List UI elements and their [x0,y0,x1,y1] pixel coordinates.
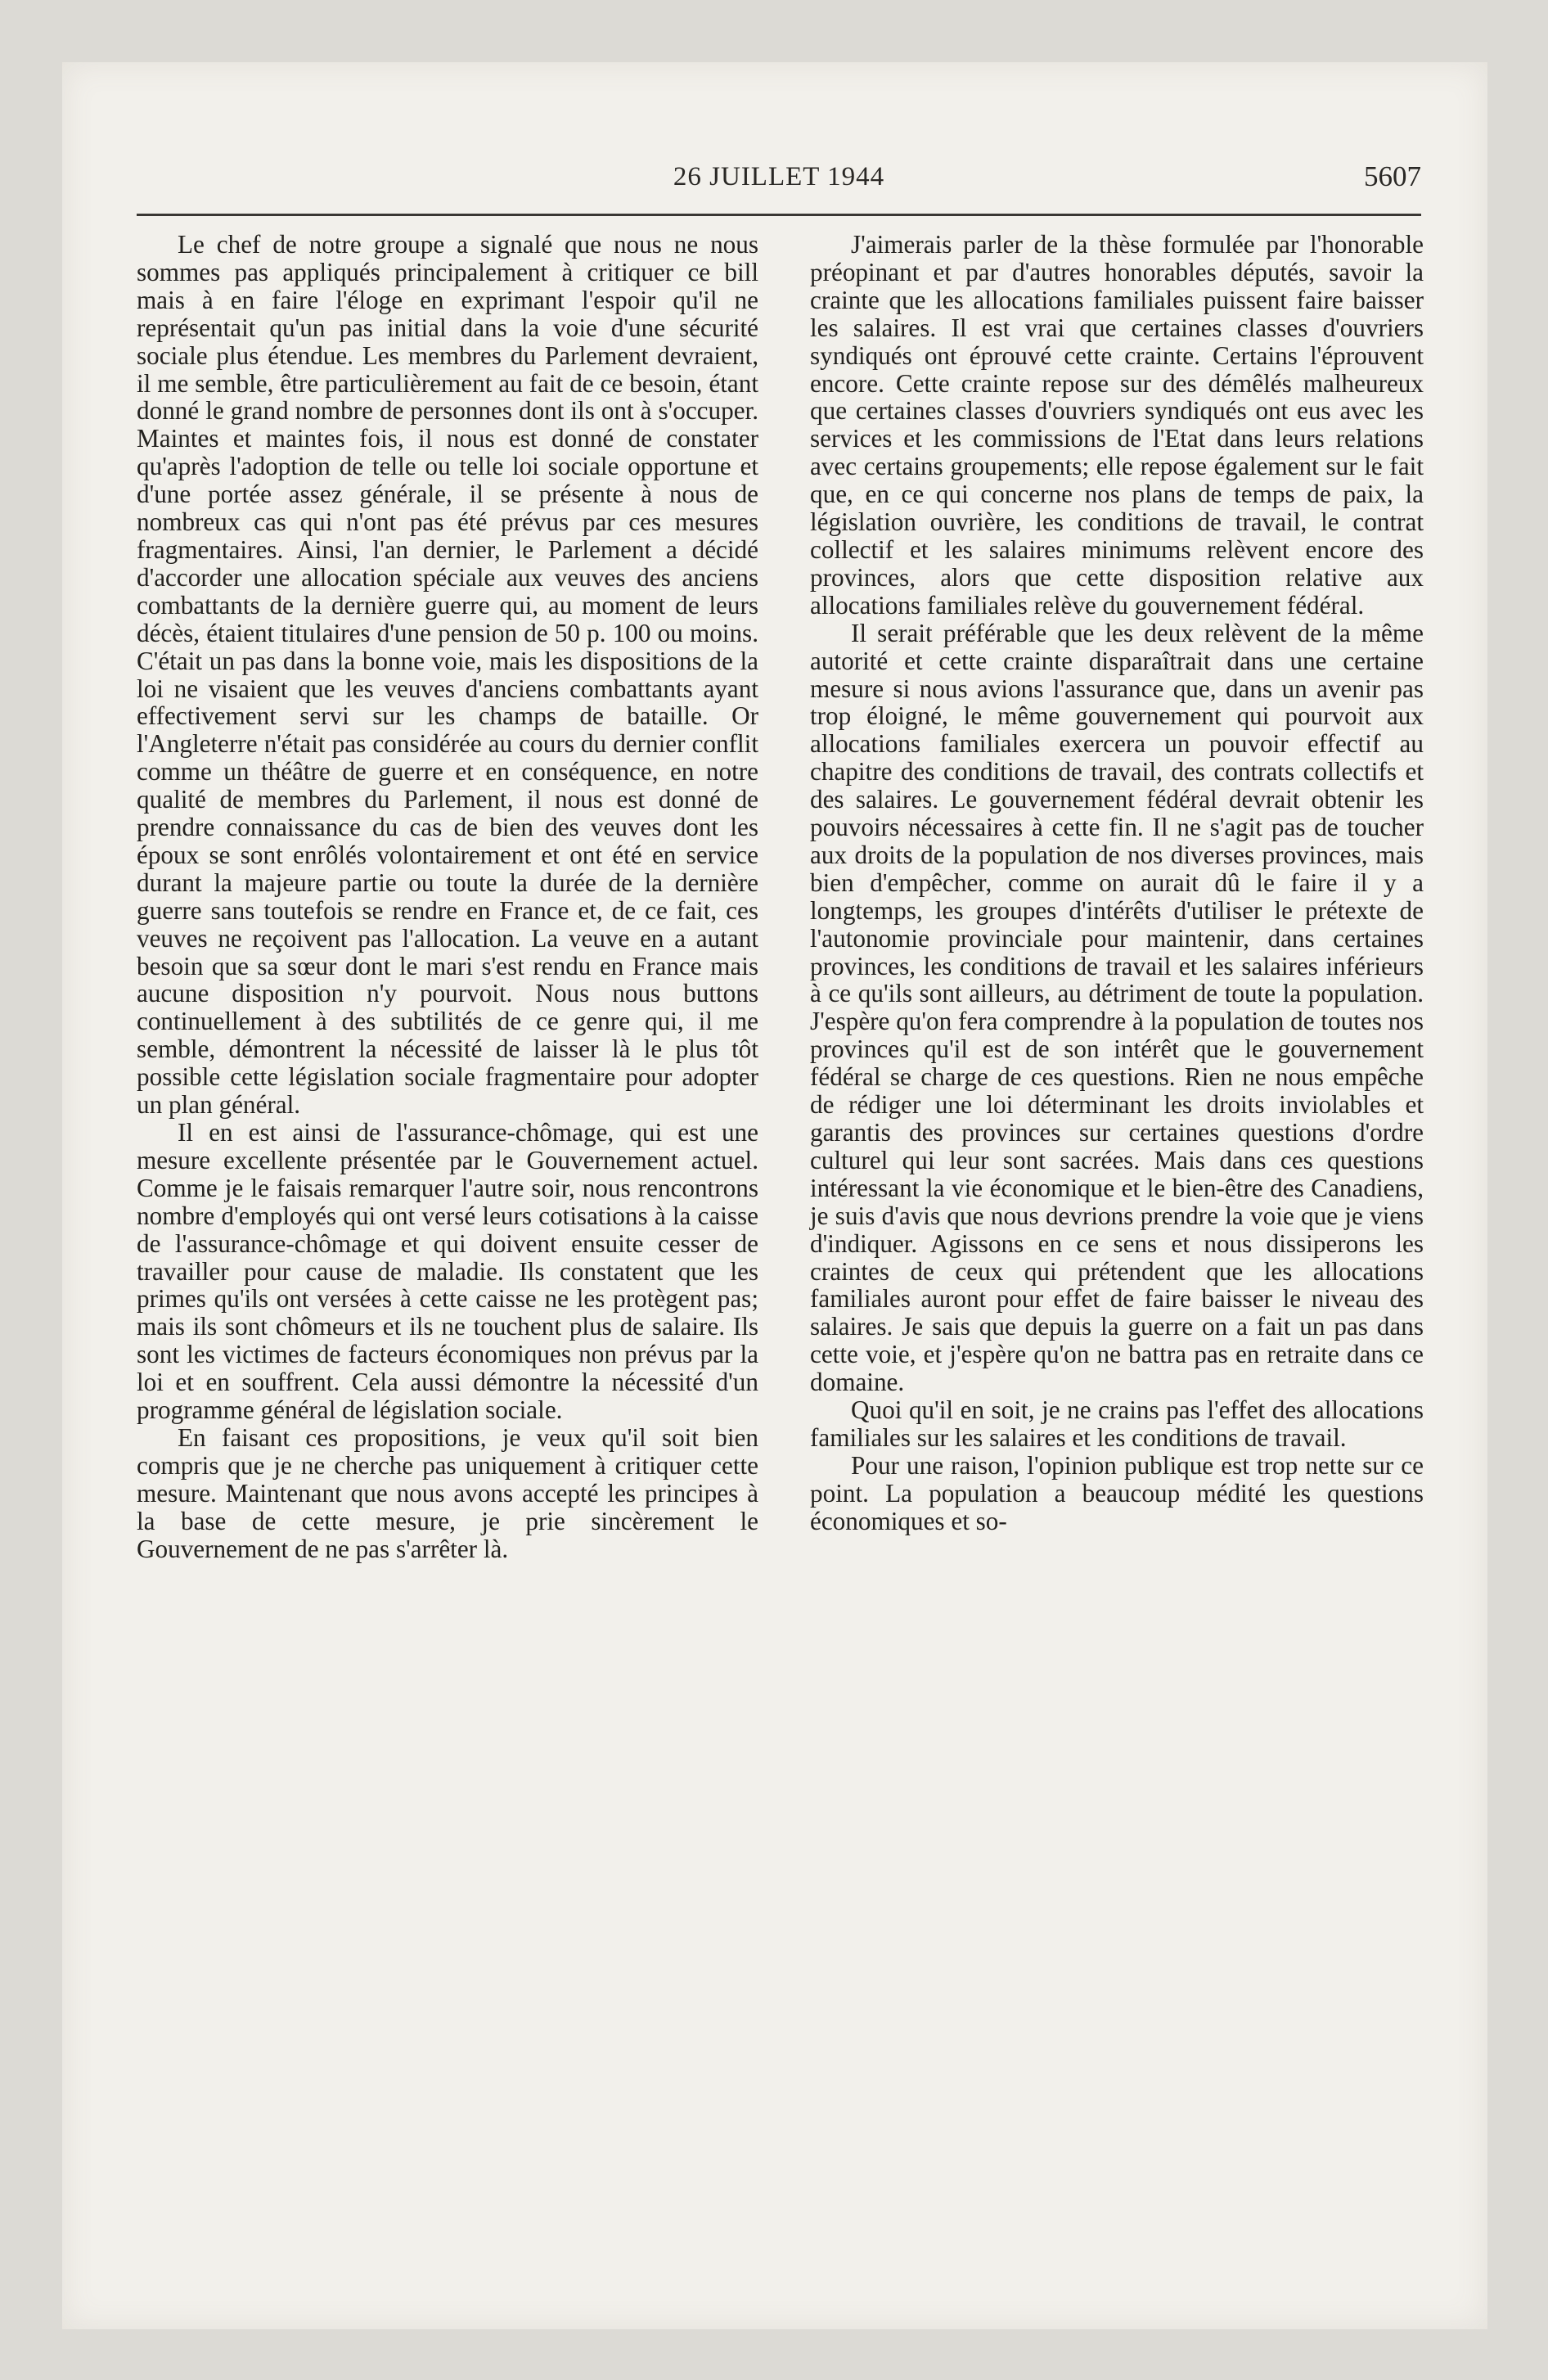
header-date: 26 JUILLET 1944 [673,162,885,192]
right-column [810,231,1424,1535]
left-paragraph-1: Le chef de notre groupe a signalé que nous ne nous sommes pas appliqués principalement à critiquer ce bill mais à en faire l'éloge en exprimant l'espoir qu'il ne représentait qu'un pas initial dans la voie d'une sécurité sociale plus étendue. Les membres du Parlement devraient, il me semble, être particulièrement au fait de ce besoin, étant donné le grand nombre de personnes dont ils ont à s'occuper. Maintes et maintes fois, il nous est donné de constater qu'après l'adoption de telle ou telle loi sociale opportune et d'une portée assez générale, il se présente à nous de nombreux cas qui n'ont pas été prévus par ces mesures fragmentaires. Ainsi, l'an dernier, le Parlement a décidé d'accorder une allocation spéciale aux veuves des anciens combattants de la dernière guerre qui, au moment de leurs décès, étaient titulaires d'une pension de 50 p. 100 ou moins. C'était un pas dans la bonne voie, mais les dispositions de la loi ne visaient que les veuves d'anciens combattants ayant effectivement servi sur les champs de bataille. Or l'Angleterre n'était pas considérée au cours du dernier conflit comme un théâtre de guerre et en conséquence, en notre qualité de membres du Parlement, il nous est donné de prendre connaissance du cas de bien des veuves dont les époux se sont enrôlés volontairement et ont été en service durant la majeure partie ou toute la durée de la dernière guerre sans toutefois se rendre en France et, de ce fait, ces veuves ne reçoivent pas l'allocation. La veuve en a autant besoin que sa sœur dont le mari s'est rendu en France mais aucune disposition n'y pourvoit. Nous nous buttons continuellement à des subtilités de ce genre qui, il me semble, démontrent la nécessité de laisser là le plus tôt possible cette législation sociale fragmentaire pour adopter un plan général. [137,230,758,1120]
left-column [137,231,758,1563]
left-paragraph-2: Il en est ainsi de l'assurance-chômage, qui est une mesure excellente présentée par le Gouvernement actuel. Comme je le faisais remarquer l'autre soir, nous rencontrons nombre d'employés qui ont versé leurs cotisations à la caisse de l'assurance-chômage et qui doivent ensuite cesser de travailler pour cause de maladie. Ils constatent que les primes qu'ils ont versées à cette caisse ne les protègent pas; mais ils sont chômeurs et ils ne touchent plus de salaire. Ils sont les victimes de facteurs économiques non prévus par la loi et en souffrent. Cela aussi démontre la nécessité d'un programme général de législation sociale. [137,1118,758,1425]
header-rule [137,214,1421,216]
right-paragraph-1: J'aimerais parler de la thèse formulée par l'honorable préopinant et par d'autres honorables députés, savoir la crainte que les allocations familiales puissent faire baisser les salaires. Il est vrai que certaines classes d'ouvriers syndiqués ont éprouvé cette crainte. Certains l'éprouvent encore. Cette crainte repose sur des démêlés malheureux que certaines classes d'ouvriers syndiqués ont eus avec les services et les commissions de l'Etat dans leurs relations avec certains groupements; elle repose également sur le fait que, en ce qui concerne nos plans de temps de paix, la législation ouvrière, les conditions de travail, le contrat collectif et les salaires minimums relèvent encore des provinces, alors que cette disposition relative aux allocations familiales relève du gouvernement fédéral. [810,230,1424,620]
right-paragraph-3: Quoi qu'il en soit, je ne crains pas l'effet des allocations familiales sur les salaires et les conditions de travail. [810,1395,1424,1452]
left-paragraph-3: En faisant ces propositions, je veux qu'il soit bien compris que je ne cherche pas uniquement à critiquer cette mesure. Maintenant que nous avons accepté les principes à la base de cette mesure, je prie sincèrement le Gouvernement de ne pas s'arrêter là. [137,1422,758,1563]
right-paragraph-4: Pour une raison, l'opinion publique est trop nette sur ce point. La population a beaucoup médité les questions économiques et so- [810,1450,1424,1535]
right-paragraph-2: Il serait préférable que les deux relèvent de la même autorité et cette crainte disparaîtrait dans une certaine mesure si nous avions l'assurance que, dans un avenir pas trop éloigné, le même gouvernement qui pourvoit aux allocations familiales exercera un pouvoir effectif au chapitre des conditions de travail, des contrats collectifs et des salaires. Le gouvernement fédéral devrait obtenir les pouvoirs nécessaires à cette fin. Il ne s'agit pas de toucher aux droits de la population de nos diverses provinces, mais bien d'empêcher, comme on aurait dû le faire il y a longtemps, les groupes d'intérêts d'utiliser le prétexte de l'autonomie provinciale pour maintenir, dans certaines provinces, les conditions de travail et les salaires inférieurs à ce qu'ils sont ailleurs, au détriment de toute la population. J'espère qu'on fera comprendre à la population de toutes nos provinces qu'il est de son intérêt que le gouvernement fédéral se charge de ces questions. Rien ne nous empêche de rédiger une loi déterminant les droits inviolables et garantis des provinces sur certaines questions d'ordre culturel qui leur sont sacrées. Mais dans ces questions intéressant la vie économique et le bien-être des Canadiens, je suis d'avis que nous devrions prendre la voie que je viens d'indiquer. Agissons en ce sens et nous dissiperons les craintes de ceux qui prétendent que les allocations familiales auront pour effet de faire baisser le niveau des salaires. Je sais que depuis la guerre on a fait un pas dans cette voie, et j'espère qu'on ne battra pas en retraite dans ce domaine. [810,618,1424,1397]
page-number: 5607 [1364,160,1421,192]
page-header [137,157,1421,198]
